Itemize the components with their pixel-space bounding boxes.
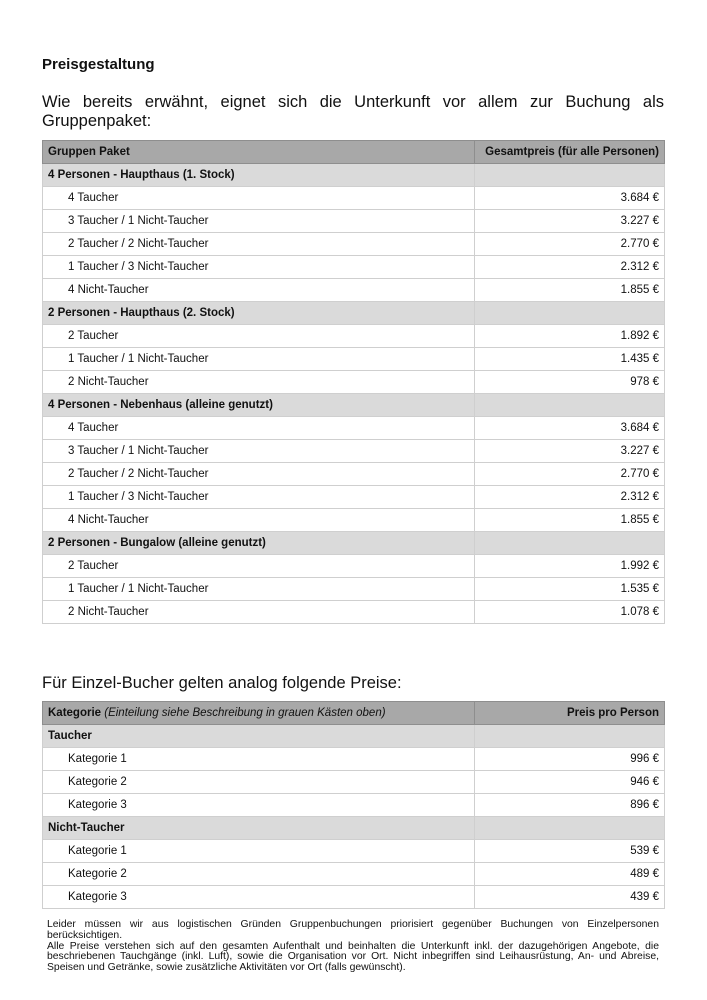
column-header-package: Gruppen Paket [43,141,475,164]
row-label: 2 Taucher / 2 Nicht-Taucher [43,233,475,256]
table-row [43,325,665,348]
row-price: 1.855 € [475,509,665,532]
row-price: 1.892 € [475,325,665,348]
row-label: Kategorie 3 [43,886,475,909]
row-label: 4 Nicht-Taucher [43,509,475,532]
group-row [43,302,665,325]
row-label: 1 Taucher / 1 Nicht-Taucher [43,348,475,371]
row-price: 1.992 € [475,555,665,578]
row-label: Kategorie 2 [43,863,475,886]
group-price-empty [475,394,665,417]
row-price: 539 € [475,840,665,863]
table-row [43,748,665,771]
table-row [43,371,665,394]
group-price-empty [475,532,665,555]
row-price: 2.312 € [475,486,665,509]
page-title: Preisgestaltung [42,56,155,73]
row-price: 439 € [475,886,665,909]
table-row [43,578,665,601]
row-price: 996 € [475,748,665,771]
table-row [43,417,665,440]
table-row [43,840,665,863]
row-price: 978 € [475,371,665,394]
row-label: 4 Taucher [43,417,475,440]
group-title: 2 Personen - Bungalow (alleine genutzt) [43,532,475,555]
footer-notes [47,920,659,974]
single-booking-table [42,701,665,909]
row-label: 2 Nicht-Taucher [43,371,475,394]
group-title: Nicht-Taucher [43,817,475,840]
table-row [43,233,665,256]
table-row [43,279,665,302]
row-label: 1 Taucher / 3 Nicht-Taucher [43,256,475,279]
row-label: 3 Taucher / 1 Nicht-Taucher [43,440,475,463]
group-title: 4 Personen - Haupthaus (1. Stock) [43,164,475,187]
group-row [43,164,665,187]
row-price: 2.312 € [475,256,665,279]
table-row [43,601,665,624]
row-label: 2 Taucher / 2 Nicht-Taucher [43,463,475,486]
group-title: 4 Personen - Nebenhaus (alleine genutzt) [43,394,475,417]
group-row [43,394,665,417]
row-label: 3 Taucher / 1 Nicht-Taucher [43,210,475,233]
category-header-label: Kategorie [48,707,102,719]
row-price: 896 € [475,794,665,817]
footer-note-priority: Leider müssen wir aus logistischen Gründen Gruppenbuchungen priorisiert gegenüber Buchungen von Einzelpersonen berücksichtigen. [47,919,659,941]
package-table-body [43,164,665,624]
row-label: 2 Taucher [43,555,475,578]
row-price: 1.535 € [475,578,665,601]
column-header-price-per-person: Preis pro Person [475,702,665,725]
group-title: 2 Personen - Haupthaus (2. Stock) [43,302,475,325]
table-row [43,555,665,578]
row-label: 1 Taucher / 3 Nicht-Taucher [43,486,475,509]
table-row [43,863,665,886]
table-row [43,794,665,817]
row-price: 3.684 € [475,187,665,210]
group-row [43,532,665,555]
row-price: 1.435 € [475,348,665,371]
group-title: Taucher [43,725,475,748]
column-header-category [43,702,475,725]
row-label: Kategorie 2 [43,771,475,794]
table-row [43,486,665,509]
row-label: 4 Taucher [43,187,475,210]
table-header-row [43,702,665,725]
footer-note-inclusions: Alle Preise verstehen sich auf den gesamten Aufenthalt und beinhalten die Unterkunft inkl. der dazugehörigen Angebote, die beschriebenen Tauchgänge (inkl. Luft), sowie die Organisation vor Ort. Nicht inbegriffen sind Leihausrüstung, An- und Abreise, Speisen und Getränke, sowie zusätzliche Aktivitäten vor Ort (falls gewünscht). [47,940,659,974]
table-row [43,187,665,210]
table-row [43,440,665,463]
group-price-empty [475,817,665,840]
row-price: 2.770 € [475,463,665,486]
table-row [43,348,665,371]
row-price: 489 € [475,863,665,886]
table-row [43,256,665,279]
table-row [43,509,665,532]
table-row [43,886,665,909]
row-price: 3.227 € [475,440,665,463]
single-booking-intro: Für Einzel-Bucher gelten analog folgende Preise: [42,674,402,692]
row-label: 4 Nicht-Taucher [43,279,475,302]
row-price: 3.684 € [475,417,665,440]
group-price-empty [475,302,665,325]
row-price: 3.227 € [475,210,665,233]
group-package-table [42,140,665,624]
group-row [43,817,665,840]
row-label: 2 Nicht-Taucher [43,601,475,624]
single-table-body [43,725,665,909]
row-label: Kategorie 1 [43,840,475,863]
row-label: 1 Taucher / 1 Nicht-Taucher [43,578,475,601]
row-price: 946 € [475,771,665,794]
table-row [43,463,665,486]
table-row [43,771,665,794]
intro-paragraph: Wie bereits erwähnt, eignet sich die Unterkunft vor allem zur Buchung als Gruppenpaket: [42,93,664,130]
column-header-total-price: Gesamtpreis (für alle Personen) [475,141,665,164]
table-row [43,210,665,233]
table-header-row [43,141,665,164]
row-label: Kategorie 1 [43,748,475,771]
group-price-empty [475,164,665,187]
category-header-note: (Einteilung siehe Beschreibung in grauen Kästen oben) [104,707,386,719]
row-price: 1.855 € [475,279,665,302]
row-label: 2 Taucher [43,325,475,348]
group-row [43,725,665,748]
row-label: Kategorie 3 [43,794,475,817]
row-price: 2.770 € [475,233,665,256]
row-price: 1.078 € [475,601,665,624]
group-price-empty [475,725,665,748]
